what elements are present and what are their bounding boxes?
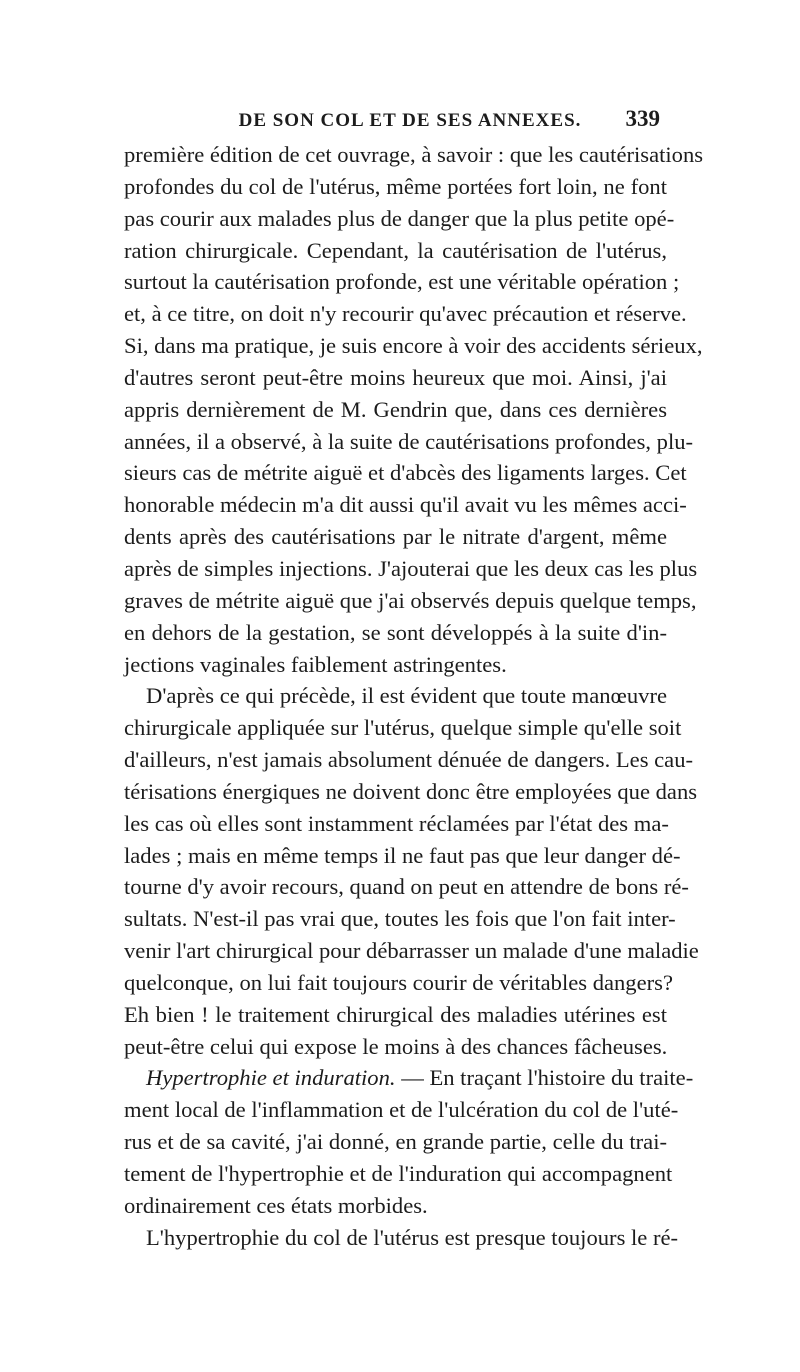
- text-line: chirurgicale appliquée sur l'utérus, quelque simple qu'elle soit: [124, 715, 682, 741]
- text-line: en dehors de la gestation, se sont développés à la suite d'in-: [124, 619, 667, 645]
- text-line: tourne d'y avoir recours, quand on peut en attendre de bons ré-: [124, 874, 689, 900]
- text-line: années, il a observé, à la suite de cautérisations profondes, plu-: [124, 428, 694, 454]
- text-line: venir l'art chirurgical pour débarrasser un malade d'une maladie: [124, 938, 699, 964]
- text-line: ment local de l'inflammation et de l'ulcération du col de l'uté-: [124, 1097, 679, 1123]
- text-line: surtout la cautérisation profonde, est une véritable opération ;: [124, 269, 680, 295]
- text-line: d'autres seront peut-être moins heureux que moi. Ainsi, j'ai: [124, 364, 667, 390]
- text-line: térisations énergiques ne doivent donc être employées que dans: [124, 778, 698, 804]
- section-heading: Hypertrophie et induration.: [146, 1065, 396, 1091]
- text-line: première édition de cet ouvrage, à savoir : que les cautérisations: [124, 142, 704, 167]
- text-line: quelconque, on lui fait toujours courir de véritables dangers?: [124, 969, 673, 995]
- text-line: et, à ce titre, on doit n'y recourir qu'avec précaution et réserve.: [124, 301, 687, 327]
- section-start-line: [124, 1062, 694, 1094]
- text-line: appris dernièrement de M. Gendrin que, dans ces dernières: [124, 396, 667, 422]
- page-number: 339: [625, 106, 660, 131]
- text-line: sultats. N'est-il pas vrai que, toutes les fois que l'on fait inter-: [124, 906, 676, 932]
- section-heading-continuation: — En traçant l'histoire du traite-: [395, 1065, 694, 1091]
- text-line: Eh bien ! le traitement chirurgical des maladies utérines est: [124, 1001, 667, 1027]
- paragraph-start-line: D'après ce qui précède, il est évident que toute manœuvre: [146, 683, 668, 709]
- text-line: jections vaginales faiblement astringentes.: [124, 651, 507, 677]
- text-line: graves de métrite aiguë que j'ai observés depuis quelque temps,: [124, 587, 697, 613]
- text-line: d'ailleurs, n'est jamais absolument dénuée de dangers. Les cau-: [124, 747, 694, 773]
- body-text: [124, 139, 704, 1254]
- text-line: ration chirurgicale. Cependant, la cautérisation de l'utérus,: [124, 237, 667, 263]
- text-line: Si, dans ma pratique, je suis encore à voir des accidents sérieux,: [124, 333, 703, 359]
- text-line: après de simples injections. J'ajouterai que les deux cas les plus: [124, 555, 698, 581]
- paragraph-start-line: L'hypertrophie du col de l'utérus est presque toujours le ré-: [146, 1224, 679, 1250]
- text-line: profondes du col de l'utérus, même portées fort loin, ne font: [124, 173, 667, 199]
- text-line: les cas où elles sont instamment réclamées par l'état des ma-: [124, 810, 669, 836]
- text-line: dents après des cautérisations par le nitrate d'argent, même: [124, 524, 667, 550]
- text-line: honorable médecin m'a dit aussi qu'il avait vu les mêmes acci-: [124, 492, 687, 518]
- text-line: rus et de sa cavité, j'ai donné, en grande partie, celle du trai-: [124, 1129, 667, 1155]
- text-line: ordinairement ces états morbides.: [124, 1192, 428, 1218]
- text-line: sieurs cas de métrite aiguë et d'abcès des ligaments larges. Cet: [124, 460, 687, 486]
- text-line: pas courir aux malades plus de danger que la plus petite opé-: [124, 205, 675, 231]
- text-line: peut-être celui qui expose le moins à des chances fâcheuses.: [124, 1033, 668, 1059]
- running-head: DE SON COL ET DE SES ANNEXES.: [238, 110, 582, 131]
- text-line: tement de l'hypertrophie et de l'induration qui accompagnent: [124, 1161, 673, 1186]
- text-line: lades ; mais en même temps il ne faut pas que leur danger dé-: [124, 842, 681, 868]
